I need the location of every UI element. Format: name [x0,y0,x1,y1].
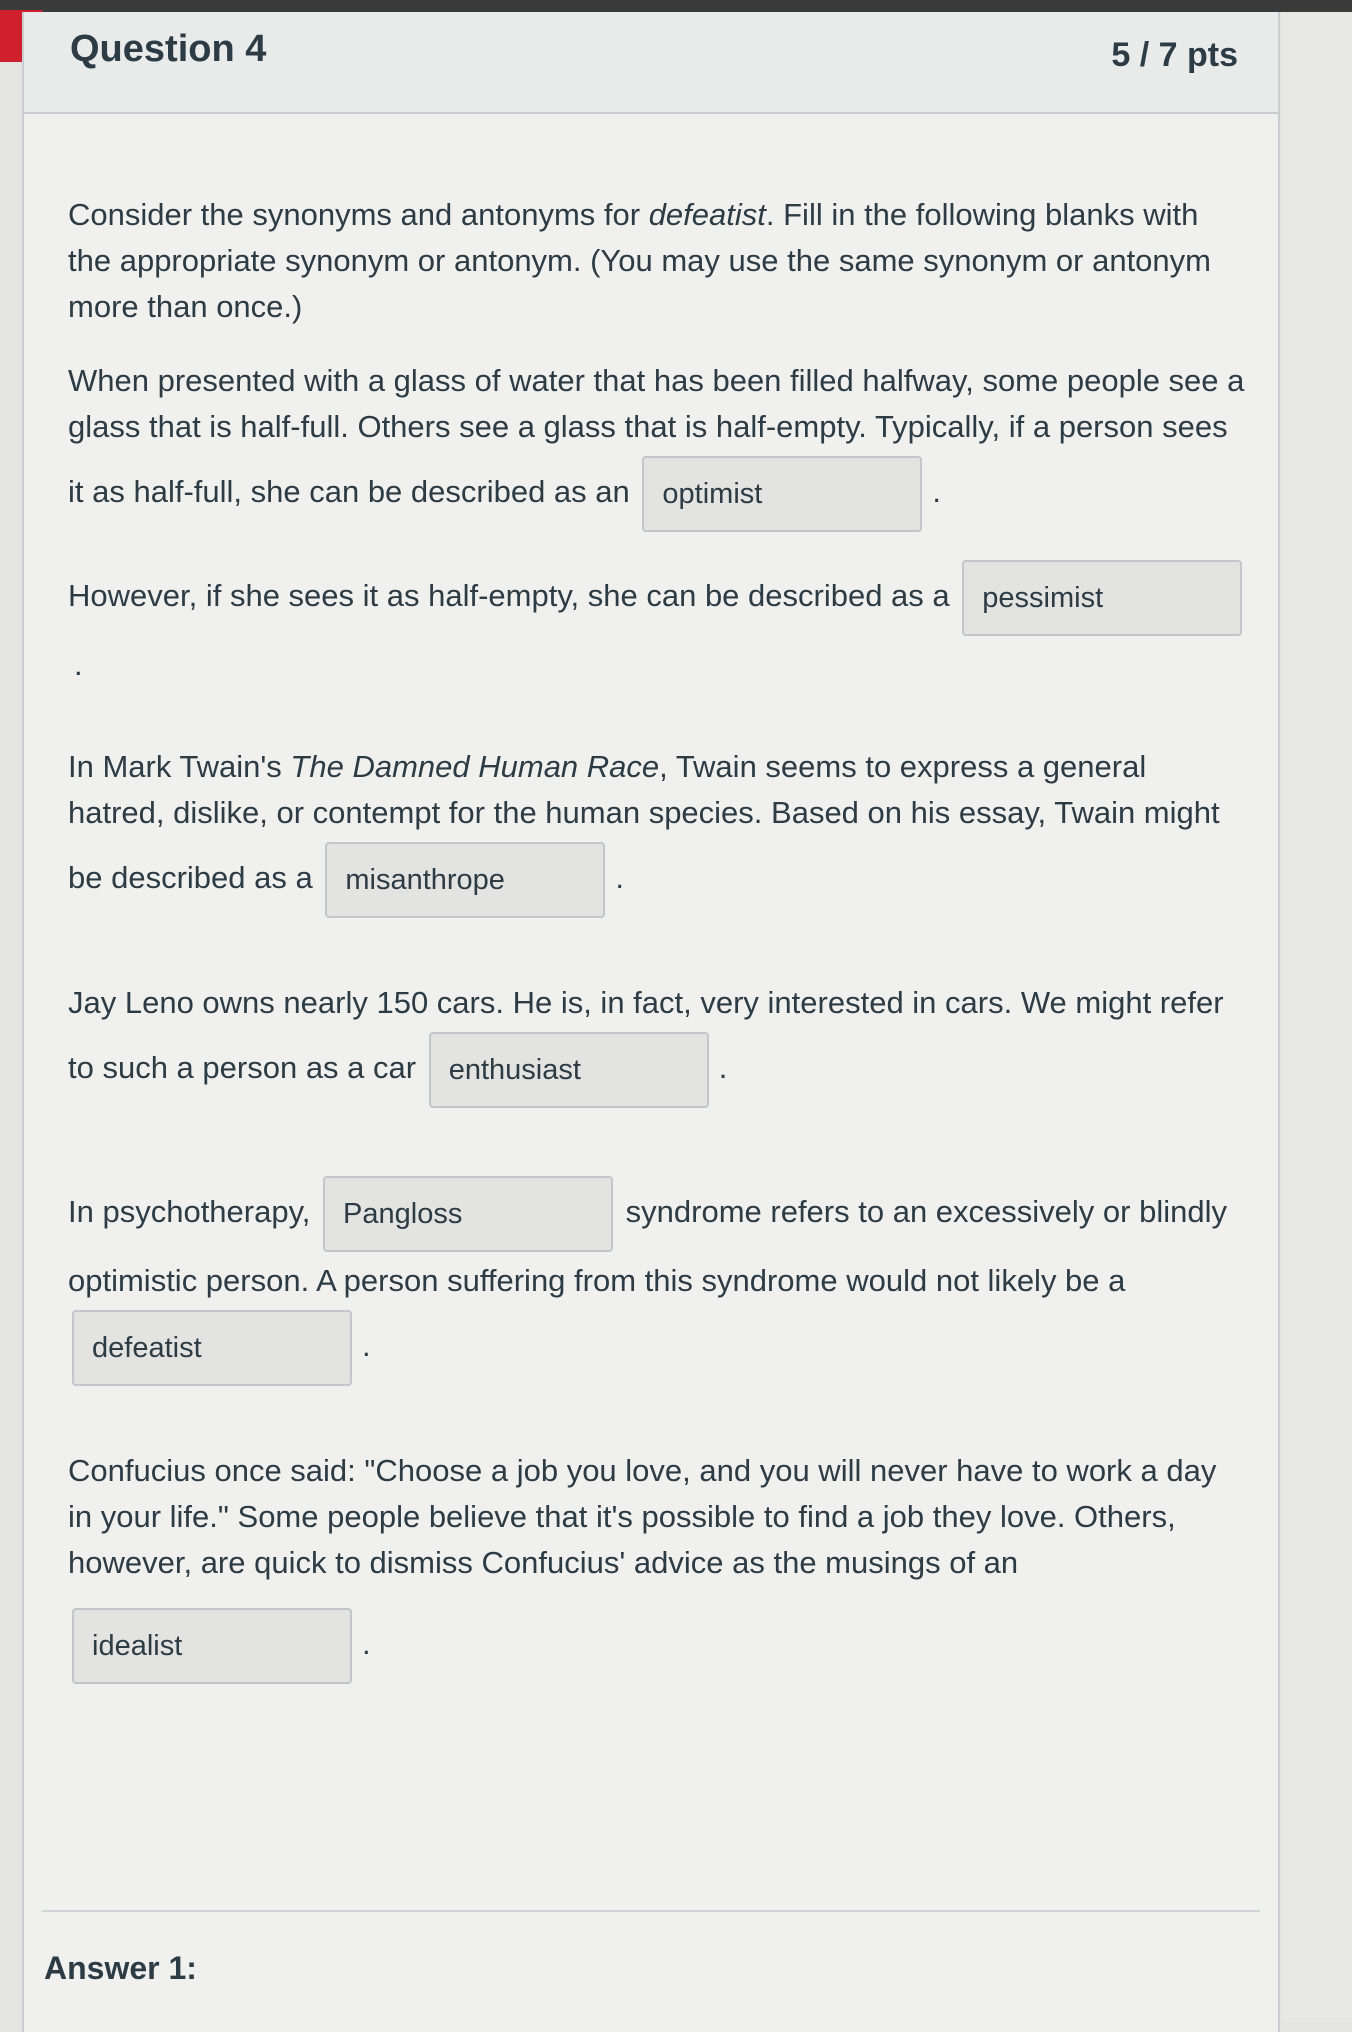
intro-text-after: . Fill in the following blanks with the appropriate synonym or antonym. (You may use the same synonym or antonym more than once.) [68,197,1211,324]
period: . [718,1050,728,1086]
glass-text-1: When presented with a glass of water that has been filled halfway, some people see a glass that is half-full. Others see a glass that is half-empty. Typically, if a person sees it as half-full, she can be described as an [68,363,1245,510]
paragraph-pangloss [68,1170,1248,1392]
paragraph-glass [68,358,1248,688]
paragraph-twain [68,744,1248,924]
confucius-text: Confucius once said: "Choose a job you love, and you will never have to work a day in your life." Some people believe that it's possible to find a job they love. Others, however, are quick to dismiss Confucius' advice as the musings of an [68,1453,1217,1580]
top-strip [0,0,1352,12]
answer-blank-defeatist[interactable]: defeatist [72,1310,352,1386]
pangloss-text-1: In psychotherapy, [68,1194,311,1230]
period: . [362,1626,371,1662]
question-text [68,192,1248,1746]
intro-text-before: Consider the synonyms and antonyms for [68,197,649,232]
period: . [615,860,624,896]
divider [42,1910,1260,1912]
question-title: Question 4 [70,28,267,70]
glass-text-2: However, if she sees it as half-empty, she can be described as a [68,578,950,614]
answer-blank-misanthrope[interactable]: misanthrope [325,842,605,918]
leno-text: Jay Leno owns nearly 150 cars. He is, in fact, very interested in cars. We might refer to such a person as a car [68,985,1224,1086]
question-header [24,12,1278,114]
paragraph-leno [68,980,1248,1114]
answer-blank-pessimist[interactable]: pessimist [962,560,1242,636]
twain-essay-title: The Damned Human Race [290,749,660,784]
twain-text-2: , Twain seems to express a general hatred, dislike, or contempt for the human species. Based on his essay, Twain might be described as a [68,749,1220,896]
answer-label: Answer 1: [44,1950,197,1986]
answer-blank-idealist[interactable]: idealist [72,1608,352,1684]
intro-term: defeatist [648,197,766,232]
pangloss-text-2: syndrome refers to an excessively or blindly optimistic person. A person suffering from this syndrome would not likely be a [68,1194,1227,1298]
question-card [22,12,1280,2032]
intro-paragraph [68,192,1248,330]
answer-blank-enthusiast[interactable]: enthusiast [429,1032,709,1108]
answer-blank-pangloss[interactable]: Pangloss [323,1176,613,1252]
period: . [932,474,942,510]
page-margin [1282,12,1352,2022]
period: . [74,647,83,682]
answer-blank-optimist[interactable]: optimist [642,456,922,532]
twain-text-1: In Mark Twain's [68,749,291,784]
period: . [362,1328,371,1364]
question-points: 5 / 7 pts [1111,36,1238,74]
paragraph-confucius [68,1448,1248,1690]
